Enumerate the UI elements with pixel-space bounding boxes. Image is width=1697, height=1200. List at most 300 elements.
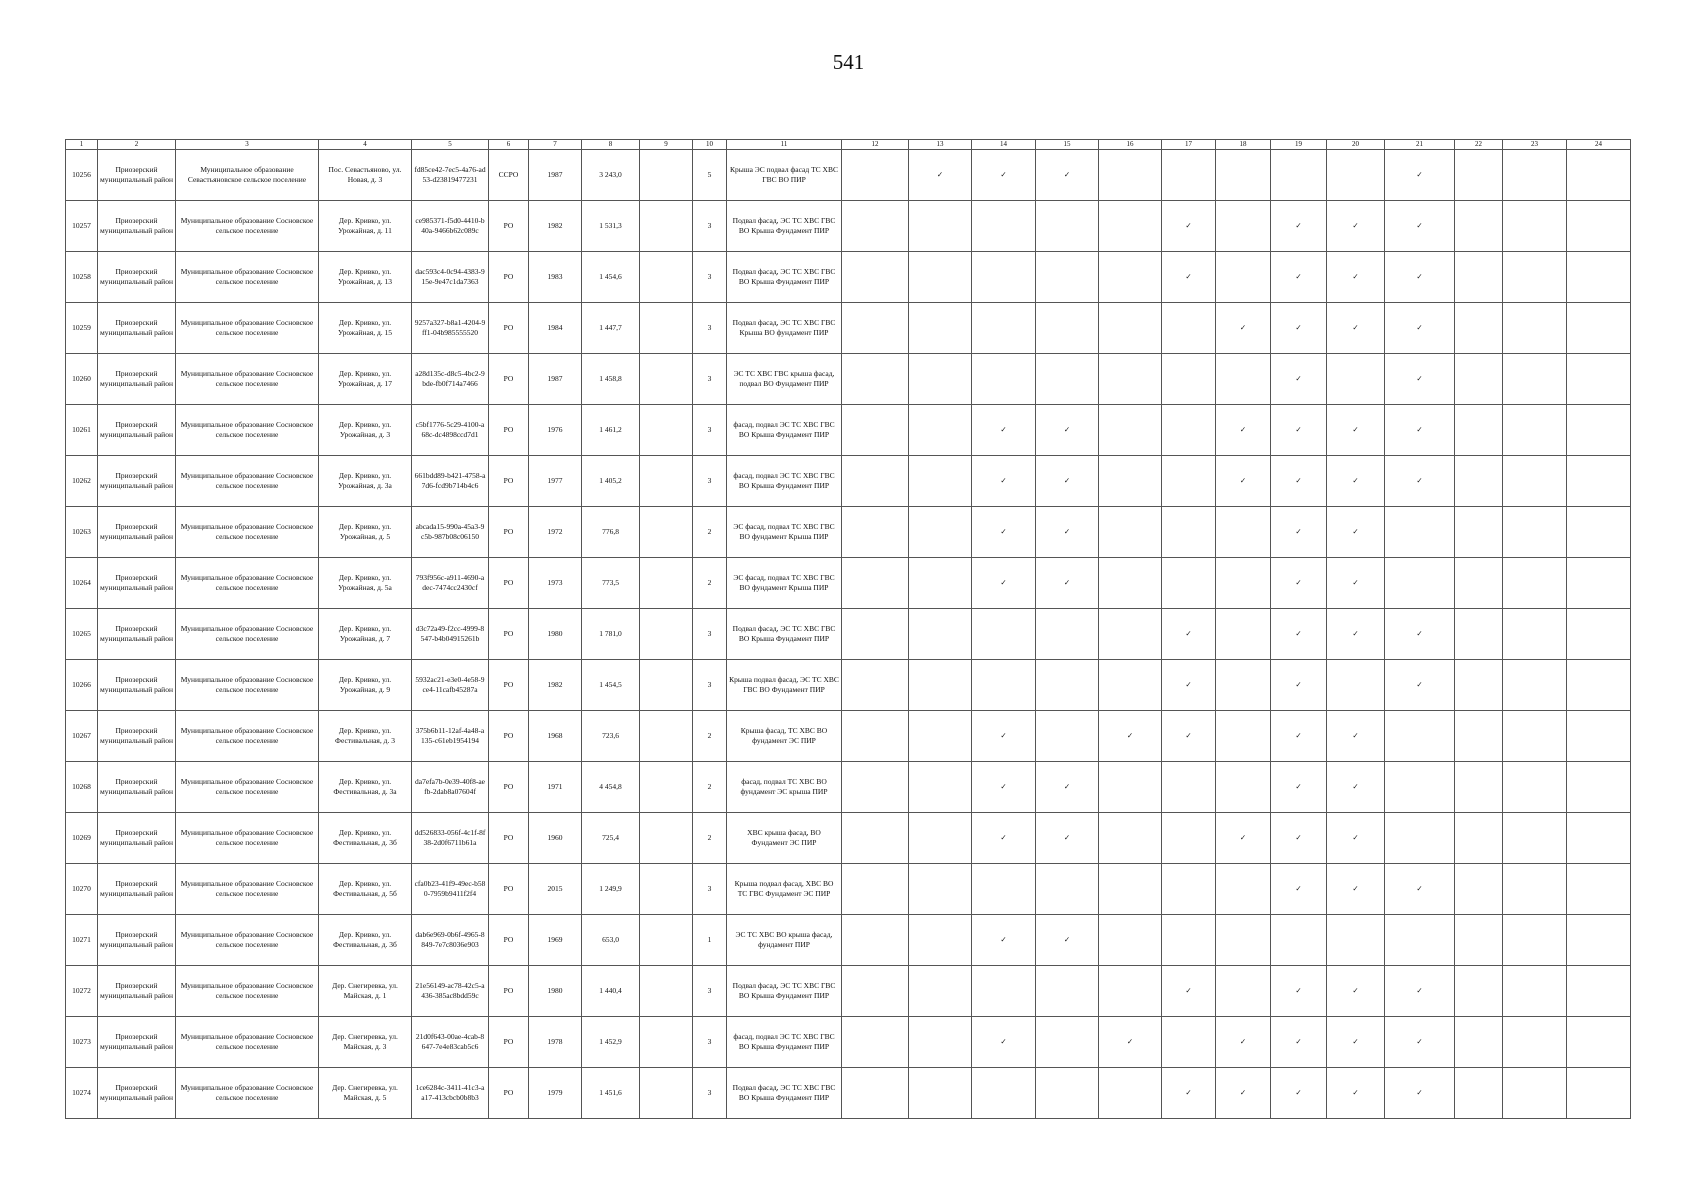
column-header-1: 1 xyxy=(66,140,98,150)
column-header-3: 3 xyxy=(176,140,319,150)
guid-cell: fd85ce42-7ec5-4a76-ad53-d23819477231 xyxy=(412,150,489,201)
column-22-cell xyxy=(1455,558,1503,609)
table-row xyxy=(66,405,1631,456)
check-mark-icon: ✓ xyxy=(1416,680,1423,689)
column-15-cell xyxy=(1036,864,1099,915)
check-mark-icon: ✓ xyxy=(1185,1088,1192,1097)
guid-cell: da7efa7b-0e39-40f8-aefb-2dab8a07604f xyxy=(412,762,489,813)
municipality-cell: Муниципальное образование Сосновское сельское поселение xyxy=(176,252,319,303)
column-10-cell: 3 xyxy=(693,456,727,507)
column-16-cell xyxy=(1099,252,1162,303)
column-16-cell xyxy=(1099,762,1162,813)
check-mark-icon: ✓ xyxy=(1239,425,1247,434)
column-23-cell xyxy=(1503,456,1567,507)
check-mark-icon: ✓ xyxy=(1126,1037,1134,1046)
district-cell: Приозерский муниципальный район xyxy=(98,150,176,201)
area-cell: 1 440,4 xyxy=(582,966,640,1017)
column-13-cell xyxy=(909,660,972,711)
check-mark-icon: ✓ xyxy=(1000,1037,1007,1046)
column-19-cell xyxy=(1271,1068,1327,1119)
column-header-9: 9 xyxy=(640,140,693,150)
check-mark-icon: ✓ xyxy=(1295,1037,1302,1046)
check-mark-icon: ✓ xyxy=(1295,986,1302,995)
check-mark-icon: ✓ xyxy=(1185,221,1192,230)
column-23-cell xyxy=(1503,711,1567,762)
check-mark-icon: ✓ xyxy=(1352,629,1359,638)
column-10-cell: 3 xyxy=(693,405,727,456)
column-22-cell xyxy=(1455,1068,1503,1119)
record-id-cell: 10261 xyxy=(66,405,98,456)
year-built-cell: 1971 xyxy=(529,762,582,813)
area-cell: 653,0 xyxy=(582,915,640,966)
column-14-cell xyxy=(972,711,1036,762)
column-19-cell xyxy=(1271,660,1327,711)
area-cell: 1 458,8 xyxy=(582,354,640,405)
column-13-cell xyxy=(909,456,972,507)
works-list-cell: ЭС фасад, подвал ТС ХВС ГВС ВО фундамент Крыша ПИР xyxy=(727,558,842,609)
column-10-cell: 3 xyxy=(693,354,727,405)
column-15-cell xyxy=(1036,915,1099,966)
column-17-cell xyxy=(1162,456,1216,507)
check-mark-icon: ✓ xyxy=(1416,374,1423,383)
column-10-cell: 5 xyxy=(693,150,727,201)
guid-cell: dd526833-056f-4c1f-8f38-2d0f6711b61a xyxy=(412,813,489,864)
column-24-cell xyxy=(1567,456,1631,507)
column-21-cell xyxy=(1385,201,1455,252)
wall-material-cell: РО xyxy=(489,558,529,609)
column-24-cell xyxy=(1567,609,1631,660)
column-24-cell xyxy=(1567,660,1631,711)
year-built-cell: 1980 xyxy=(529,609,582,660)
check-mark-icon: ✓ xyxy=(1352,221,1359,230)
column-13-cell xyxy=(909,864,972,915)
column-19-cell xyxy=(1271,507,1327,558)
check-mark-icon: ✓ xyxy=(1295,833,1302,842)
column-20-cell xyxy=(1327,201,1385,252)
address-cell: Дер. Кривко, ул. Урожайная, д. 3а xyxy=(319,456,412,507)
column-9-cell xyxy=(640,405,693,456)
column-20-cell xyxy=(1327,609,1385,660)
wall-material-cell: РО xyxy=(489,456,529,507)
column-17-cell xyxy=(1162,507,1216,558)
wall-material-cell: РО xyxy=(489,660,529,711)
column-14-cell xyxy=(972,1068,1036,1119)
column-9-cell xyxy=(640,201,693,252)
column-14-cell xyxy=(972,405,1036,456)
column-19-cell xyxy=(1271,813,1327,864)
column-19-cell xyxy=(1271,762,1327,813)
year-built-cell: 1980 xyxy=(529,966,582,1017)
column-24-cell xyxy=(1567,303,1631,354)
wall-material-cell: РО xyxy=(489,405,529,456)
wall-material-cell: РО xyxy=(489,966,529,1017)
column-13-cell xyxy=(909,252,972,303)
column-13-cell xyxy=(909,813,972,864)
check-mark-icon: ✓ xyxy=(1352,425,1359,434)
column-19-cell xyxy=(1271,201,1327,252)
table-row xyxy=(66,354,1631,405)
address-cell: Дер. Кривко, ул. Урожайная, д. 11 xyxy=(319,201,412,252)
column-12-cell xyxy=(842,303,909,354)
check-mark-icon: ✓ xyxy=(1063,935,1071,944)
column-22-cell xyxy=(1455,660,1503,711)
district-cell: Приозерский муниципальный район xyxy=(98,456,176,507)
column-21-cell xyxy=(1385,966,1455,1017)
record-id-cell: 10262 xyxy=(66,456,98,507)
area-cell: 723,6 xyxy=(582,711,640,762)
municipality-cell: Муниципальное образование Сосновское сельское поселение xyxy=(176,1017,319,1068)
column-22-cell xyxy=(1455,252,1503,303)
column-12-cell xyxy=(842,660,909,711)
check-mark-icon: ✓ xyxy=(1416,221,1423,230)
check-mark-icon: ✓ xyxy=(1416,272,1423,281)
works-list-cell: фасад, подвал ЭС ТС ХВС ГВС ВО Крыша Фундамент ПИР xyxy=(727,405,842,456)
check-mark-icon: ✓ xyxy=(1239,1037,1247,1046)
check-mark-icon: ✓ xyxy=(1416,884,1423,893)
check-mark-icon: ✓ xyxy=(1295,425,1302,434)
district-cell: Приозерский муниципальный район xyxy=(98,354,176,405)
wall-material-cell: РО xyxy=(489,1017,529,1068)
check-mark-icon: ✓ xyxy=(1239,833,1247,842)
column-header-14: 14 xyxy=(972,140,1036,150)
check-mark-icon: ✓ xyxy=(1063,782,1071,791)
column-24-cell xyxy=(1567,762,1631,813)
column-17-cell xyxy=(1162,966,1216,1017)
column-13-cell xyxy=(909,915,972,966)
column-20-cell xyxy=(1327,303,1385,354)
district-cell: Приозерский муниципальный район xyxy=(98,915,176,966)
column-23-cell xyxy=(1503,1017,1567,1068)
column-10-cell: 2 xyxy=(693,507,727,558)
record-id-cell: 10274 xyxy=(66,1068,98,1119)
check-mark-icon: ✓ xyxy=(1416,323,1423,332)
column-22-cell xyxy=(1455,150,1503,201)
check-mark-icon: ✓ xyxy=(1416,170,1423,179)
check-mark-icon: ✓ xyxy=(1295,629,1302,638)
wall-material-cell: РО xyxy=(489,507,529,558)
check-mark-icon: ✓ xyxy=(1352,731,1359,740)
district-cell: Приозерский муниципальный район xyxy=(98,711,176,762)
check-mark-icon: ✓ xyxy=(1000,935,1007,944)
column-header-16: 16 xyxy=(1099,140,1162,150)
column-14-cell xyxy=(972,1017,1036,1068)
column-16-cell xyxy=(1099,813,1162,864)
column-10-cell: 3 xyxy=(693,864,727,915)
address-cell: Дер. Кривко, ул. Урожайная, д. 17 xyxy=(319,354,412,405)
record-id-cell: 10259 xyxy=(66,303,98,354)
column-21-cell xyxy=(1385,303,1455,354)
column-14-cell xyxy=(972,150,1036,201)
district-cell: Приозерский муниципальный район xyxy=(98,303,176,354)
column-13-cell xyxy=(909,303,972,354)
column-18-cell xyxy=(1216,507,1271,558)
check-mark-icon: ✓ xyxy=(1239,1088,1247,1097)
guid-cell: dab6e969-0b6f-4965-8849-7e7c8036e903 xyxy=(412,915,489,966)
address-cell: Пос. Севастьяново, ул. Новая, д. 3 xyxy=(319,150,412,201)
column-22-cell xyxy=(1455,609,1503,660)
column-20-cell xyxy=(1327,150,1385,201)
column-12-cell xyxy=(842,711,909,762)
column-10-cell: 3 xyxy=(693,1068,727,1119)
check-mark-icon: ✓ xyxy=(1416,629,1423,638)
record-id-cell: 10266 xyxy=(66,660,98,711)
column-19-cell xyxy=(1271,864,1327,915)
address-cell: Дер. Кривко, ул. Урожайная, д. 15 xyxy=(319,303,412,354)
column-21-cell xyxy=(1385,252,1455,303)
wall-material-cell: РО xyxy=(489,201,529,252)
column-14-cell xyxy=(972,201,1036,252)
column-12-cell xyxy=(842,1017,909,1068)
check-mark-icon: ✓ xyxy=(1416,1088,1423,1097)
check-mark-icon: ✓ xyxy=(1000,425,1007,434)
column-15-cell xyxy=(1036,303,1099,354)
address-cell: Дер. Кривко, ул. Урожайная, д. 5а xyxy=(319,558,412,609)
check-mark-icon: ✓ xyxy=(1416,425,1423,434)
column-15-cell xyxy=(1036,252,1099,303)
column-20-cell xyxy=(1327,354,1385,405)
column-19-cell xyxy=(1271,966,1327,1017)
column-23-cell xyxy=(1503,303,1567,354)
buildings-register-table xyxy=(65,139,1631,1119)
area-cell: 725,4 xyxy=(582,813,640,864)
column-12-cell xyxy=(842,915,909,966)
column-15-cell xyxy=(1036,507,1099,558)
column-9-cell xyxy=(640,150,693,201)
record-id-cell: 10272 xyxy=(66,966,98,1017)
column-12-cell xyxy=(842,813,909,864)
column-21-cell xyxy=(1385,507,1455,558)
check-mark-icon: ✓ xyxy=(1063,425,1071,434)
column-9-cell xyxy=(640,252,693,303)
district-cell: Приозерский муниципальный район xyxy=(98,252,176,303)
district-cell: Приозерский муниципальный район xyxy=(98,609,176,660)
municipality-cell: Муниципальное образование Севастьяновское сельское поселение xyxy=(176,150,319,201)
column-10-cell: 3 xyxy=(693,966,727,1017)
column-14-cell xyxy=(972,303,1036,354)
area-cell: 773,5 xyxy=(582,558,640,609)
works-list-cell: Подвал фасад, ЭС ТС ХВС ГВС Крыша ВО фундамент ПИР xyxy=(727,303,842,354)
works-list-cell: Подвал фасад, ЭС ТС ХВС ГВС ВО Крыша Фундамент ПИР xyxy=(727,1068,842,1119)
column-header-17: 17 xyxy=(1162,140,1216,150)
check-mark-icon: ✓ xyxy=(1352,272,1359,281)
column-15-cell xyxy=(1036,558,1099,609)
area-cell: 1 454,5 xyxy=(582,660,640,711)
check-mark-icon: ✓ xyxy=(1239,323,1247,332)
municipality-cell: Муниципальное образование Сосновское сельское поселение xyxy=(176,864,319,915)
address-cell: Дер. Снегиревка, ул. Майская, д. 3 xyxy=(319,1017,412,1068)
column-17-cell xyxy=(1162,711,1216,762)
wall-material-cell: ССРО xyxy=(489,150,529,201)
column-12-cell xyxy=(842,1068,909,1119)
address-cell: Дер. Кривко, ул. Фестивальная, д. 3б xyxy=(319,813,412,864)
column-12-cell xyxy=(842,762,909,813)
municipality-cell: Муниципальное образование Сосновское сельское поселение xyxy=(176,1068,319,1119)
year-built-cell: 1973 xyxy=(529,558,582,609)
year-built-cell: 2015 xyxy=(529,864,582,915)
column-22-cell xyxy=(1455,354,1503,405)
column-19-cell xyxy=(1271,915,1327,966)
column-header-8: 8 xyxy=(582,140,640,150)
guid-cell: cfa0b23-41f9-49ec-b580-7959b9411f2f4 xyxy=(412,864,489,915)
column-19-cell xyxy=(1271,252,1327,303)
column-21-cell xyxy=(1385,864,1455,915)
guid-cell: c5bf1776-5c29-4100-a68c-dc4898ccd7d1 xyxy=(412,405,489,456)
year-built-cell: 1976 xyxy=(529,405,582,456)
column-15-cell xyxy=(1036,1068,1099,1119)
column-24-cell xyxy=(1567,864,1631,915)
check-mark-icon: ✓ xyxy=(1352,527,1359,536)
check-mark-icon: ✓ xyxy=(1352,833,1359,842)
check-mark-icon: ✓ xyxy=(1352,1088,1359,1097)
column-12-cell xyxy=(842,150,909,201)
column-16-cell xyxy=(1099,150,1162,201)
district-cell: Приозерский муниципальный район xyxy=(98,660,176,711)
column-16-cell xyxy=(1099,864,1162,915)
column-18-cell xyxy=(1216,150,1271,201)
column-13-cell xyxy=(909,1017,972,1068)
column-14-cell xyxy=(972,252,1036,303)
column-15-cell xyxy=(1036,456,1099,507)
check-mark-icon: ✓ xyxy=(1352,1037,1359,1046)
column-17-cell xyxy=(1162,915,1216,966)
column-19-cell xyxy=(1271,558,1327,609)
column-9-cell xyxy=(640,762,693,813)
column-number-row xyxy=(66,140,1631,150)
district-cell: Приозерский муниципальный район xyxy=(98,762,176,813)
column-19-cell xyxy=(1271,354,1327,405)
year-built-cell: 1987 xyxy=(529,150,582,201)
district-cell: Приозерский муниципальный район xyxy=(98,558,176,609)
address-cell: Дер. Кривко, ул. Фестивальная, д. 3а xyxy=(319,762,412,813)
column-14-cell xyxy=(972,354,1036,405)
column-13-cell xyxy=(909,1068,972,1119)
column-12-cell xyxy=(842,507,909,558)
record-id-cell: 10256 xyxy=(66,150,98,201)
check-mark-icon: ✓ xyxy=(1295,221,1302,230)
column-15-cell xyxy=(1036,1017,1099,1068)
area-cell: 1 781,0 xyxy=(582,609,640,660)
area-cell: 1 454,6 xyxy=(582,252,640,303)
column-23-cell xyxy=(1503,762,1567,813)
municipality-cell: Муниципальное образование Сосновское сельское поселение xyxy=(176,303,319,354)
works-list-cell: ЭС фасад, подвал ТС ХВС ГВС ВО фундамент Крыша ПИР xyxy=(727,507,842,558)
check-mark-icon: ✓ xyxy=(1352,986,1359,995)
column-23-cell xyxy=(1503,915,1567,966)
record-id-cell: 10270 xyxy=(66,864,98,915)
address-cell: Дер. Кривко, ул. Фестивальная, д. 3б xyxy=(319,915,412,966)
column-21-cell xyxy=(1385,405,1455,456)
area-cell: 4 454,8 xyxy=(582,762,640,813)
column-18-cell xyxy=(1216,558,1271,609)
record-id-cell: 10271 xyxy=(66,915,98,966)
column-19-cell xyxy=(1271,711,1327,762)
column-17-cell xyxy=(1162,1068,1216,1119)
column-10-cell: 2 xyxy=(693,558,727,609)
column-16-cell xyxy=(1099,354,1162,405)
column-header-19: 19 xyxy=(1271,140,1327,150)
check-mark-icon: ✓ xyxy=(1063,833,1071,842)
municipality-cell: Муниципальное образование Сосновское сельское поселение xyxy=(176,405,319,456)
works-list-cell: Крыша фасад, ТС ХВС ВО фундамент ЭС ПИР xyxy=(727,711,842,762)
column-15-cell xyxy=(1036,609,1099,660)
year-built-cell: 1984 xyxy=(529,303,582,354)
works-list-cell: ХВС крыша фасад, ВО Фундамент ЭС ПИР xyxy=(727,813,842,864)
page-number: 541 xyxy=(832,50,865,74)
column-10-cell: 1 xyxy=(693,915,727,966)
column-23-cell xyxy=(1503,201,1567,252)
guid-cell: 21d0f643-00ae-4cab-8647-7e4e83cab5c6 xyxy=(412,1017,489,1068)
column-24-cell xyxy=(1567,813,1631,864)
check-mark-icon: ✓ xyxy=(1295,782,1302,791)
table-body xyxy=(66,150,1631,1119)
column-20-cell xyxy=(1327,252,1385,303)
column-21-cell xyxy=(1385,915,1455,966)
column-header-18: 18 xyxy=(1216,140,1271,150)
column-17-cell xyxy=(1162,1017,1216,1068)
column-22-cell xyxy=(1455,915,1503,966)
works-list-cell: фасад, подвал ЭС ТС ХВС ГВС ВО Крыша Фундамент ПИР xyxy=(727,456,842,507)
column-20-cell xyxy=(1327,1068,1385,1119)
table-row xyxy=(66,456,1631,507)
check-mark-icon: ✓ xyxy=(1000,476,1007,485)
column-16-cell xyxy=(1099,201,1162,252)
column-13-cell xyxy=(909,354,972,405)
check-mark-icon: ✓ xyxy=(1126,731,1134,740)
column-10-cell: 3 xyxy=(693,609,727,660)
works-list-cell: Крыша подвал фасад, ЭС ТС ХВС ГВС ВО Фундамент ПИР xyxy=(727,660,842,711)
table-row xyxy=(66,1017,1631,1068)
column-10-cell: 2 xyxy=(693,813,727,864)
municipality-cell: Муниципальное образование Сосновское сельское поселение xyxy=(176,660,319,711)
table-row xyxy=(66,252,1631,303)
column-14-cell xyxy=(972,456,1036,507)
column-header-23: 23 xyxy=(1503,140,1567,150)
column-15-cell xyxy=(1036,711,1099,762)
area-cell: 776,8 xyxy=(582,507,640,558)
address-cell: Дер. Кривко, ул. Фестивальная, д. 3 xyxy=(319,711,412,762)
column-9-cell xyxy=(640,558,693,609)
check-mark-icon: ✓ xyxy=(1000,782,1007,791)
check-mark-icon: ✓ xyxy=(1416,1037,1423,1046)
works-list-cell: Подвал фасад, ЭС ТС ХВС ГВС ВО Крыша Фундамент ПИР xyxy=(727,252,842,303)
column-15-cell xyxy=(1036,405,1099,456)
column-22-cell xyxy=(1455,507,1503,558)
check-mark-icon: ✓ xyxy=(1295,731,1302,740)
column-16-cell xyxy=(1099,711,1162,762)
column-17-cell xyxy=(1162,660,1216,711)
wall-material-cell: РО xyxy=(489,813,529,864)
year-built-cell: 1982 xyxy=(529,660,582,711)
column-18-cell xyxy=(1216,813,1271,864)
column-20-cell xyxy=(1327,864,1385,915)
column-24-cell xyxy=(1567,405,1631,456)
area-cell: 1 405,2 xyxy=(582,456,640,507)
district-cell: Приозерский муниципальный район xyxy=(98,1017,176,1068)
column-12-cell xyxy=(842,609,909,660)
column-9-cell xyxy=(640,711,693,762)
table-row xyxy=(66,507,1631,558)
district-cell: Приозерский муниципальный район xyxy=(98,864,176,915)
check-mark-icon: ✓ xyxy=(1000,527,1007,536)
table-row xyxy=(66,558,1631,609)
column-22-cell xyxy=(1455,1017,1503,1068)
column-16-cell xyxy=(1099,303,1162,354)
column-20-cell xyxy=(1327,558,1385,609)
column-22-cell xyxy=(1455,762,1503,813)
column-22-cell xyxy=(1455,711,1503,762)
column-9-cell xyxy=(640,966,693,1017)
table-row xyxy=(66,864,1631,915)
